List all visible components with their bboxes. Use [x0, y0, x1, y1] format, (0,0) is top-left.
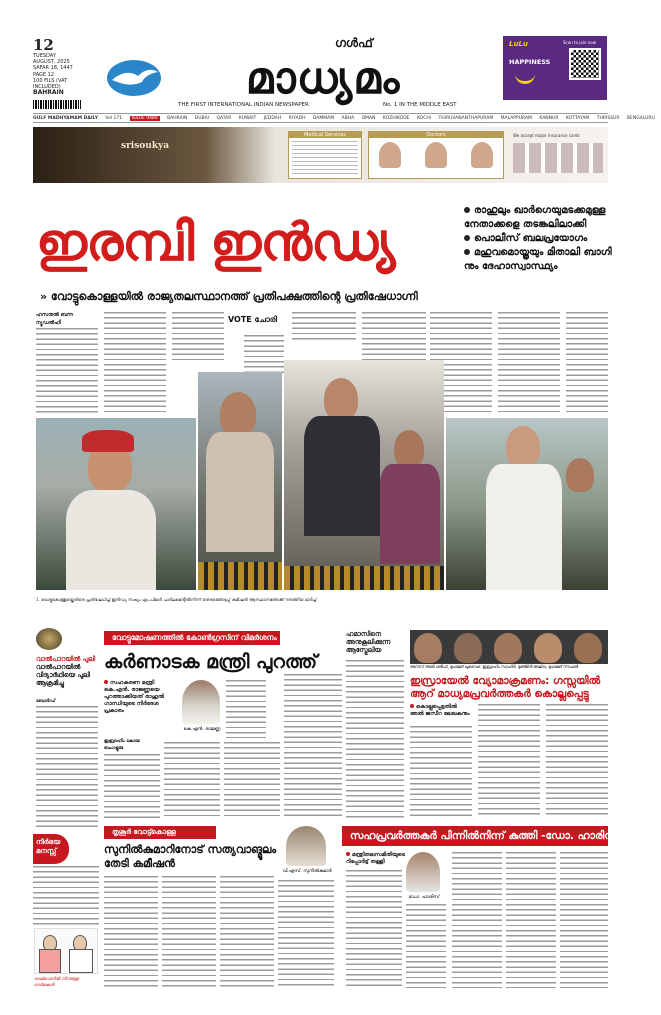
date-day: 12 — [33, 36, 54, 54]
lead-photo-1 — [36, 418, 196, 590]
bullet-icon — [346, 852, 350, 856]
saree — [206, 432, 274, 552]
weekday: TUESDAY — [33, 53, 56, 59]
navbar-city[interactable]: KANNUR — [539, 116, 559, 121]
lead-bullets — [464, 204, 614, 274]
ad-services-list — [292, 141, 358, 175]
gaza-bullet: കൊല്ലപ്പെട്ടതിൽ അൽ ജസീറ ലേഖകനും — [410, 704, 470, 717]
karnataka-bullet: സഹകരണ മന്ത്രി കെ.എൻ. രാജണ്ണയെ പുറത്താക്കിയത് രാഹുൽ ഗാന്ധിയുടെ നിർദേശ പ്രകാരം — [104, 680, 164, 714]
gaza-journalists-photos — [410, 630, 608, 664]
person-figure — [324, 378, 358, 420]
barcode — [33, 100, 81, 109]
leopard-photo — [36, 628, 62, 650]
tagline-left: THE FIRST INTERNATIONAL INDIAN NEWSPAPER — [178, 102, 309, 108]
nirbhaya-body — [33, 866, 99, 926]
ad-services-title: Medical Services — [289, 132, 361, 138]
bullet-icon — [464, 207, 470, 213]
side-story-byline: ബോർഡ് — [36, 699, 56, 704]
karnataka-body — [104, 754, 160, 819]
lead-bullet: രാഹുലും ഖാർഗെയുമടക്കമുള്ള നേതാക്കളെ തടങ്കലിലാക്കി — [464, 205, 606, 230]
bullet-icon — [104, 680, 108, 684]
navbar-city[interactable]: KOCHI — [416, 116, 432, 121]
barricade — [198, 562, 282, 590]
lead-dateline: ന്യൂഡൽഹി — [36, 320, 61, 326]
thrissur-kicker: തൃശൂർ വോട്ട്കൊള്ള — [104, 826, 216, 839]
barricade — [284, 566, 444, 590]
haris-headline: സഹപ്രവർത്തകർ പിന്നിൽനിന്ന് കുത്തി -ഡോ. ഹാരിസ് — [342, 826, 608, 846]
bullet-icon — [410, 704, 414, 708]
white-shirt — [486, 464, 562, 590]
lead-subhead: » വോട്ടുകൊള്ളയിൽ രാജ്യതലസ്ഥാനത്ത് പ്രതിപക്ഷത്തിന്റെ പ്രതിഷേധാഗ്നി — [40, 290, 418, 303]
person-figure — [566, 458, 594, 492]
navbar-city[interactable]: ABHA — [341, 116, 355, 121]
lulu-scan-text: Scan to join now — [563, 40, 597, 45]
navbar-city[interactable]: MALAPPURAM — [500, 116, 532, 121]
lulu-title: HAPPINESS — [509, 58, 551, 66]
gaza-body — [478, 704, 540, 818]
doctor-photo — [379, 142, 401, 168]
nirbhaya-label: നിർഭയ മനസ്സ് — [33, 834, 69, 864]
hijri-date: SAFAR 18, 1447 — [33, 65, 73, 72]
karnataka-body — [284, 674, 342, 819]
cartoon-figure-body — [39, 949, 61, 973]
qr-code-icon[interactable] — [569, 48, 601, 80]
top-advertisement[interactable] — [33, 127, 608, 183]
navbar-city[interactable]: KOZHIKODE — [382, 116, 410, 121]
journalist-photo — [534, 633, 562, 663]
gaza-photo-caption: അനസ് അൽ ശരീഫ്, മുഹമ്മദ് ഖുറൈഖ്, ഇബ്രാഹിം സാഹിർ, മുഅ്മിൻ അലിവ, മുഹമ്മദ് നൗഫൽ — [410, 664, 579, 669]
haris-caption: ഡോ. ഹാരിസ് — [408, 895, 440, 900]
lead-body-col — [104, 312, 166, 416]
brand-gulf: ഗൾഫ് — [335, 36, 373, 50]
journalist-photo — [414, 633, 442, 663]
ad-doctors-title: Doctors — [369, 132, 503, 138]
sunilkumar-photo — [286, 826, 326, 866]
edition-country: BAHRAIN — [33, 89, 64, 97]
lulu-ad[interactable] — [503, 36, 607, 100]
navbar-city[interactable]: RIYADH — [288, 116, 306, 121]
karnataka-headline: കർണാടക മന്ത്രി പുറത്ത് — [104, 651, 318, 673]
cartoon-figure-body — [69, 949, 93, 973]
thrissur-body — [220, 876, 274, 988]
navbar-city[interactable]: JEDDAH — [263, 116, 282, 121]
dark-clothing — [304, 416, 380, 536]
karnataka-body — [226, 680, 266, 738]
lead-body-col — [292, 312, 356, 342]
lead-byline: ഹസനുൽ ബന്ന — [36, 312, 73, 318]
journalist-photo — [574, 633, 602, 663]
navbar-city[interactable]: KUWAIT — [238, 116, 257, 121]
newspaper-title: മാധ്യമം — [245, 53, 401, 104]
lead-body-col — [566, 312, 608, 412]
karnataka-body — [224, 742, 280, 819]
rajanna-photo — [182, 680, 220, 724]
navbar-paper-name: GULF MADHYAMAM DAILY — [33, 116, 98, 121]
thrissur-body — [278, 880, 334, 988]
navbar-city[interactable]: OMAN — [361, 116, 376, 121]
haris-body — [452, 852, 502, 988]
karnataka-dateline: ബംഗളൂരു — [104, 746, 124, 751]
vote-chori-label: VOTE ചോരി — [228, 315, 277, 324]
ad-brand: srisoukya — [121, 141, 170, 151]
navbar-city[interactable]: KOTTAYAM — [565, 116, 590, 121]
person-figure — [220, 392, 256, 436]
side-story-headline: വാൽപാറയിൽ പുലി വാൽപാറയിൽ വിദ്യാർഥിയെ പുലി ആക്രമിച്ചു — [36, 655, 96, 687]
masthead-meta — [33, 38, 95, 96]
lead-photo-2 — [198, 372, 282, 590]
thrissur-body — [162, 876, 216, 988]
navbar-city[interactable]: DAMMAM — [312, 116, 335, 121]
navbar-city[interactable]: BENGALURU — [626, 116, 655, 121]
doctor-photo — [471, 142, 493, 168]
lulu-brand: LuLu — [509, 40, 528, 48]
lead-body-col — [244, 335, 284, 373]
page-number: PAGE 12 — [33, 71, 55, 78]
lead-bullet: പൊലീസ് ബലപ്രയോഗം — [464, 232, 614, 246]
gaza-body — [546, 704, 608, 818]
insurance-logos — [513, 143, 603, 173]
haris-body — [346, 870, 402, 988]
navbar-city[interactable]: THIRUVANANTHAPURAM — [438, 116, 494, 121]
rajanna-caption: കെ.എൻ. രാജണ്ണ — [183, 727, 221, 732]
cartoon-box — [34, 928, 98, 974]
lead-photo-4 — [446, 418, 608, 590]
navbar-issue: ISSUE 9480 — [131, 116, 158, 121]
haris-bullet: മന്ത്രിതലസമിതിയുടെ റിപ്പോർട്ട് തള്ളി — [346, 852, 405, 865]
karnataka-kicker: വോട്ടുമോഷണത്തിൽ കോൺഗ്രസിന് വിമർശനം — [104, 631, 280, 645]
sunilkumar-caption: വി.എസ്. സുനിൽകുമാർ — [282, 869, 332, 874]
tagline-right: No. 1 IN THE MIDDLE EAST — [383, 102, 457, 108]
lead-body-col — [36, 328, 98, 416]
lead-photo-caption: 1. വോട്ടുകൊള്ളയ്ക്കെതിരെ പ്രതിഷേധിച്ച് ഇൻഡ്യ സഖ്യം എം.പിമാർ പാർലമെന്റിൽനിന്ന് തെരഞ്ഞെടുപ്പ് കമീഷൻ ആസ്ഥാനത്തേക്ക് നടത്തിയ മാർച്ച് — [36, 597, 317, 602]
navbar-volume: Vol 171 — [105, 116, 123, 121]
bird-logo-icon — [104, 58, 164, 98]
person-figure — [506, 426, 540, 468]
side-story-body — [36, 706, 98, 830]
haris-body — [406, 904, 446, 988]
navbar-city[interactable]: BAHRAIN — [167, 116, 188, 121]
lead-headline: ഇരമ്പി ഇൻഡ്യ — [36, 212, 395, 273]
navbar-city[interactable]: DUBAI — [194, 116, 210, 121]
navbar-city[interactable]: THRISSUR — [596, 116, 620, 121]
karnataka-byline: ഇബ്രാഹിം കോയ — [104, 739, 140, 744]
gaza-body — [410, 726, 472, 818]
navbar-city[interactable]: QATAR — [216, 116, 232, 121]
haris-body — [560, 852, 608, 988]
lead-body-col — [172, 312, 224, 362]
price: 100 FILS (VAT INCLUDED) — [33, 77, 68, 91]
lead-photo-3 — [284, 360, 444, 590]
lead-bullet: മഹുവമൊയ്ത്രയും മിതാലി ബാഗി നും ദേഹാസ്വാസ്ഥ്യം — [464, 247, 612, 272]
gaza-side-body — [346, 660, 404, 818]
ad-insurance-note: We accept major insurance cards — [513, 133, 580, 138]
month-year: AUGUST, 2025 — [33, 59, 70, 66]
lead-body-col — [498, 312, 560, 412]
red-cap — [82, 430, 134, 452]
haris-photo — [406, 852, 440, 892]
person-figure — [394, 430, 424, 468]
gaza-kicker: ഹമാസിനെ അനുകൂലിക്കുന്ന ആസ്ട്രേലിയ — [346, 630, 391, 654]
cartoon-caption: രാജ്ഭവനിൽ നിന്നുള്ള ഓർമകൾ — [34, 977, 79, 988]
karnataka-body — [164, 742, 220, 819]
saree — [380, 464, 440, 564]
gaza-headline: ഇസ്രായേൽ വ്യോമാക്രമണം: ഗസ്സയിൽ ആറ് മാധ്യമപ്രവർത്തകർ കൊല്ലപ്പെട്ടു — [410, 675, 601, 700]
thrissur-body — [104, 876, 158, 988]
haris-body — [506, 852, 556, 988]
journalist-photo — [494, 633, 522, 663]
white-kurta — [66, 490, 156, 590]
doctor-photo — [425, 142, 447, 168]
edition-navbar — [33, 113, 655, 123]
thrissur-headline: സുനിൽകുമാറിനോട് സത്യവാങ്മൂലം തേടി കമീഷൻ — [104, 843, 277, 870]
journalist-photo — [454, 633, 482, 663]
smile-icon — [515, 74, 535, 84]
bullet-icon — [464, 249, 470, 255]
bullet-icon — [464, 235, 470, 241]
